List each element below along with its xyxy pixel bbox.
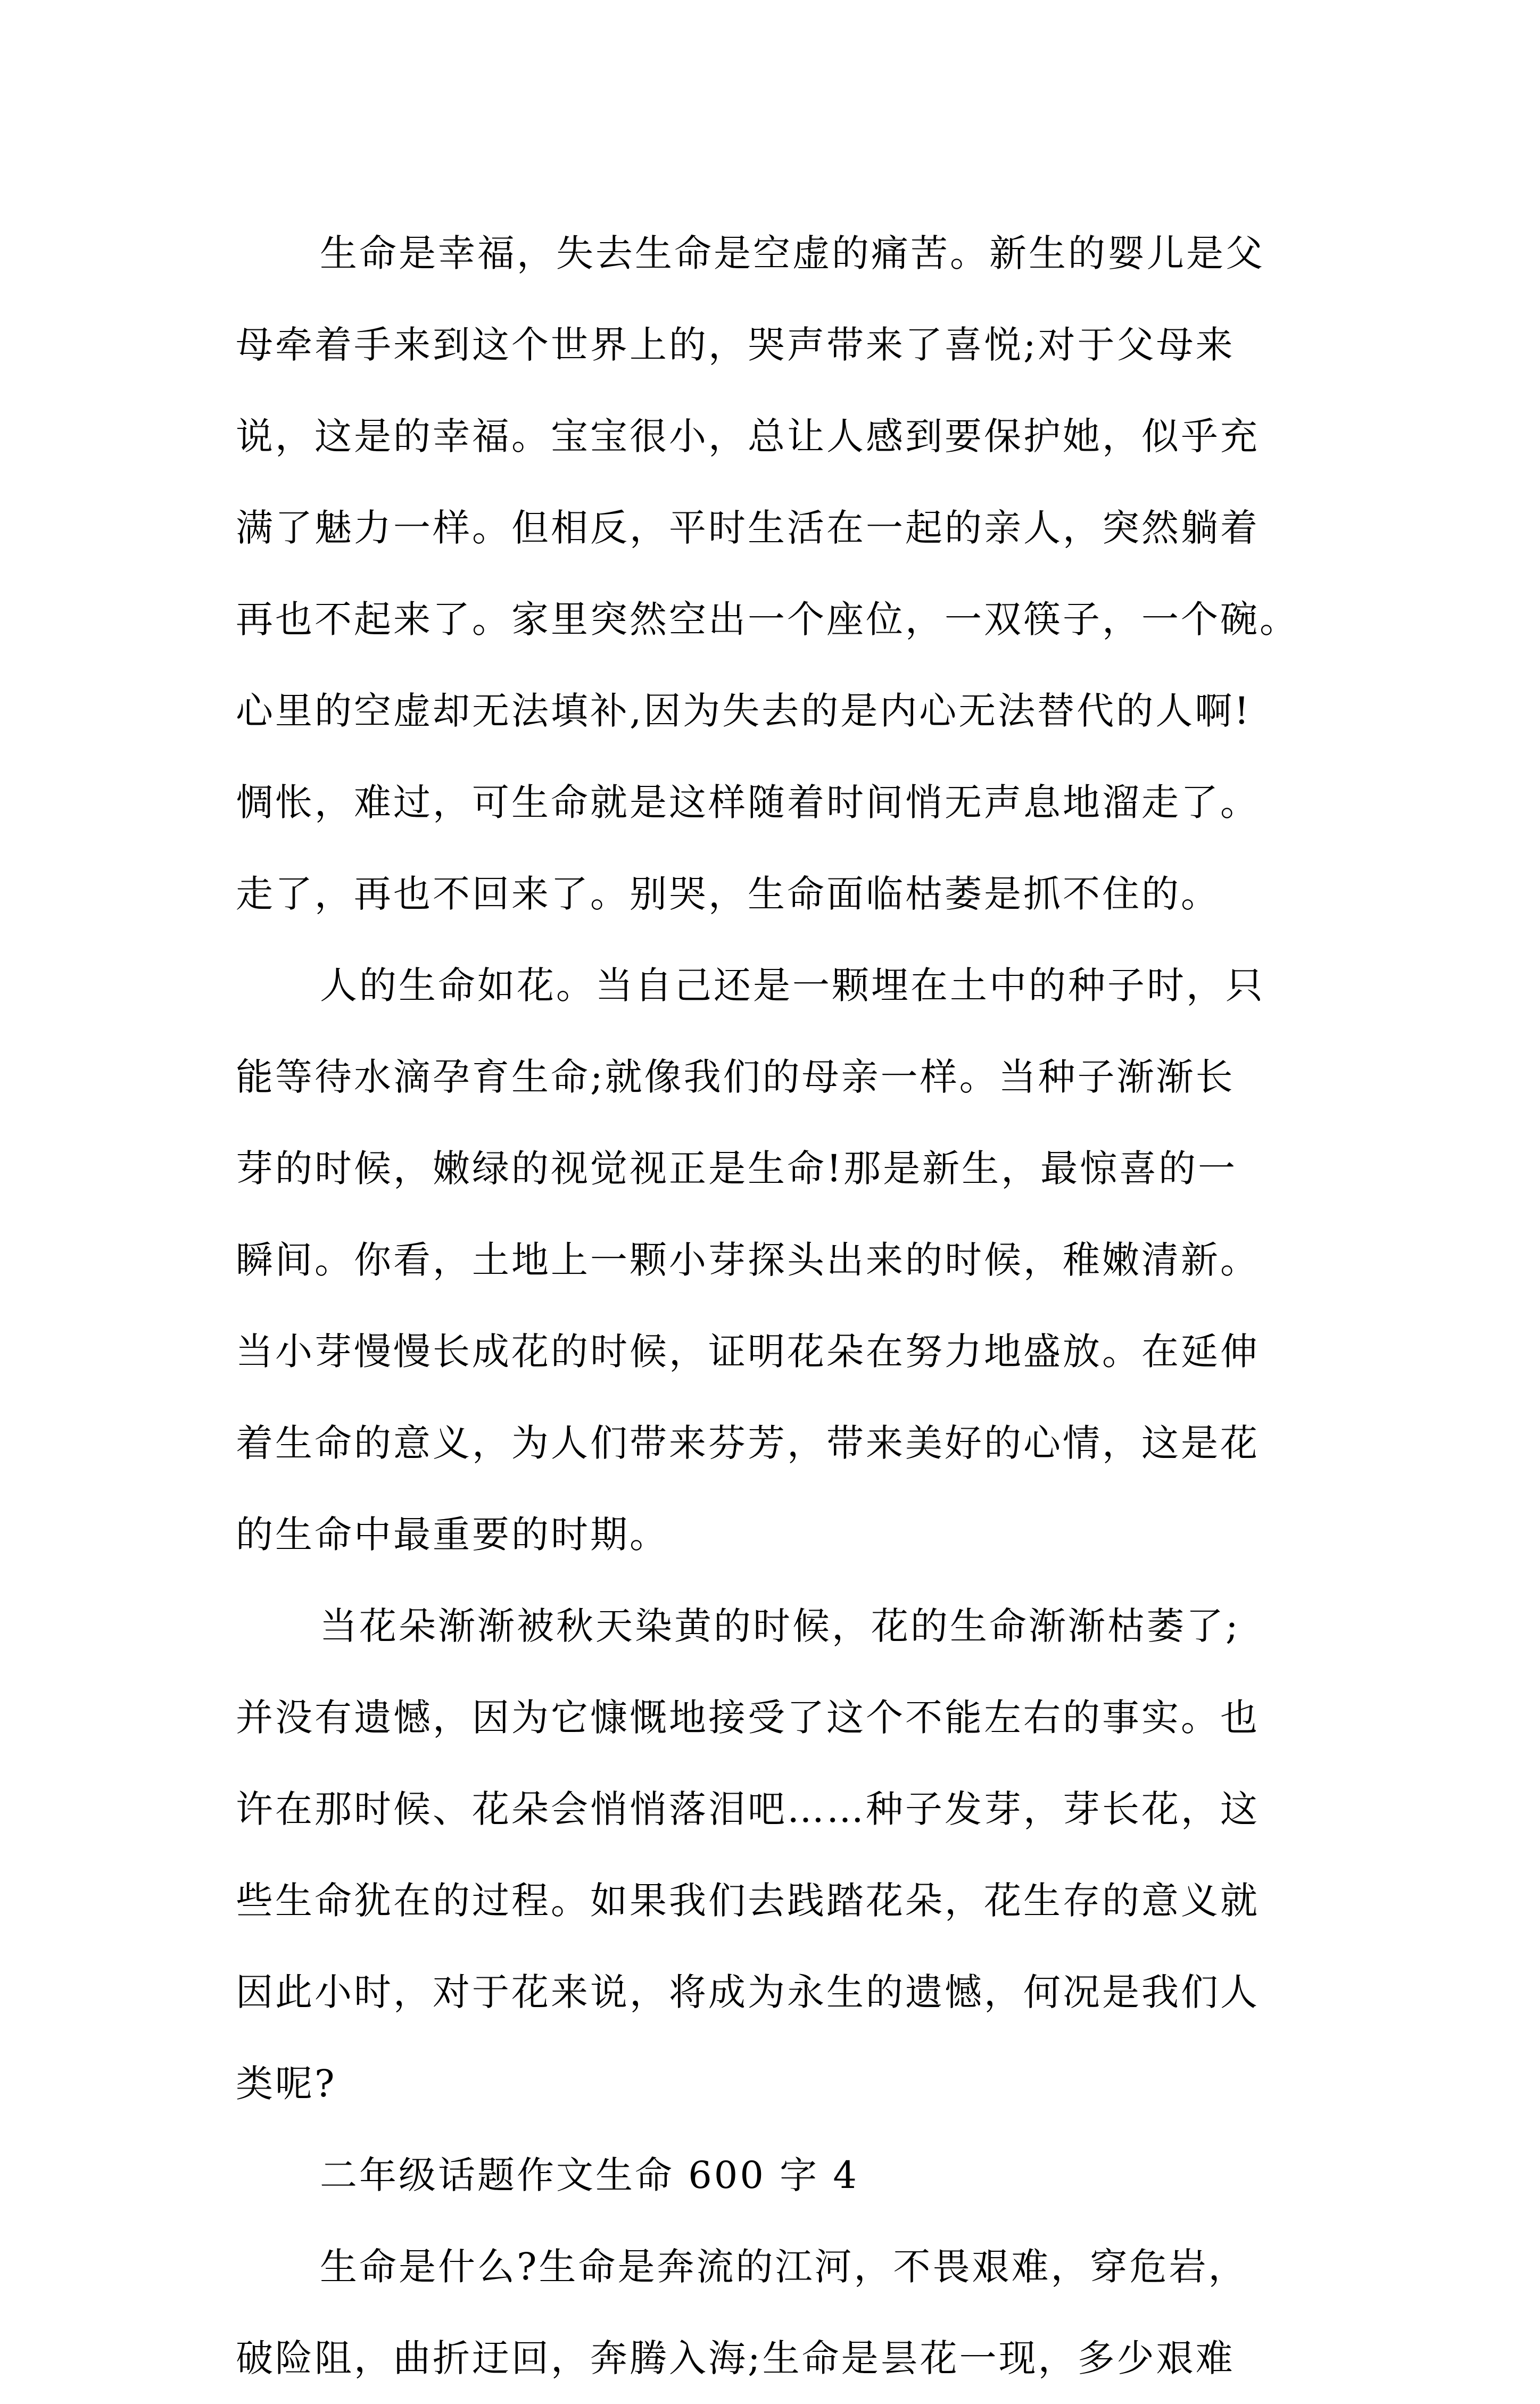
paragraph-line: 母牵着手来到这个世界上的，哭声带来了喜悦;对于父母来 [236, 323, 1235, 367]
paragraph-line: 心里的空虚却无法填补,因为失去的是内心无法替代的人啊! [236, 689, 1252, 733]
paragraph-line: 人的生命如花。当自己还是一颗埋在土中的种子时，只 [320, 964, 1265, 1007]
paragraph-line: 并没有遗憾，因为它慷慨地接受了这个不能左右的事实。也 [236, 1696, 1260, 1739]
paragraph-line: 再也不起来了。家里突然空出一个座位，一双筷子，一个碗。 [236, 598, 1299, 641]
section-heading: 二年级话题作文生命 600 字 4 [320, 2153, 859, 2197]
paragraph-line: 走了，再也不回来了。别哭，生命面临枯萎是抓不住的。 [236, 872, 1220, 916]
document-body [236, 208, 1311, 2404]
paragraph-line: 当小芽慢慢长成花的时候，证明花朵在努力地盛放。在延伸 [236, 1330, 1260, 1373]
paragraph-line: 着生命的意义，为人们带来芬芳，带来美好的心情，这是花 [236, 1421, 1260, 1465]
paragraph-line: 芽的时候，嫩绿的视觉视正是生命!那是新生，最惊喜的一 [236, 1147, 1238, 1190]
paragraph-line: 说，这是的幸福。宝宝很小，总让人感到要保护她，似乎充 [236, 415, 1260, 458]
paragraph-line: 类呢? [236, 2062, 337, 2105]
paragraph-line: 当花朵渐渐被秋天染黄的时候，花的生命渐渐枯萎了; [320, 1604, 1240, 1648]
paragraph-line: 许在那时候、花朵会悄悄落泪吧……种子发芽，芽长花，这 [236, 1787, 1260, 1831]
paragraph-line: 能等待水滴孕育生命;就像我们的母亲一样。当种子渐渐长 [236, 1055, 1235, 1099]
paragraph-line: 惆怅，难过，可生命就是这样随着时间悄无声息地溜走了。 [236, 781, 1260, 824]
paragraph-line: 因此小时，对于花来说，将成为永生的遗憾，何况是我们人 [236, 1970, 1260, 2014]
paragraph-line: 满了魅力一样。但相反，平时生活在一起的亲人，突然躺着 [236, 506, 1260, 550]
paragraph-line: 生命是什么?生命是奔流的江河，不畏艰难，穿危岩， [320, 2245, 1248, 2289]
paragraph-line: 破险阻，曲折迂回，奔腾入海;生命是昙花一现，多少艰难 [236, 2336, 1235, 2380]
paragraph-line: 生命是幸福，失去生命是空虚的痛苦。新生的婴儿是父 [320, 231, 1265, 275]
paragraph-line: 些生命犹在的过程。如果我们去践踏花朵，花生存的意义就 [236, 1879, 1260, 1922]
paragraph-line: 的生命中最重要的时期。 [236, 1513, 669, 1556]
paragraph-line: 瞬间。你看，土地上一颗小芽探头出来的时候，稚嫩清新。 [236, 1238, 1260, 1282]
